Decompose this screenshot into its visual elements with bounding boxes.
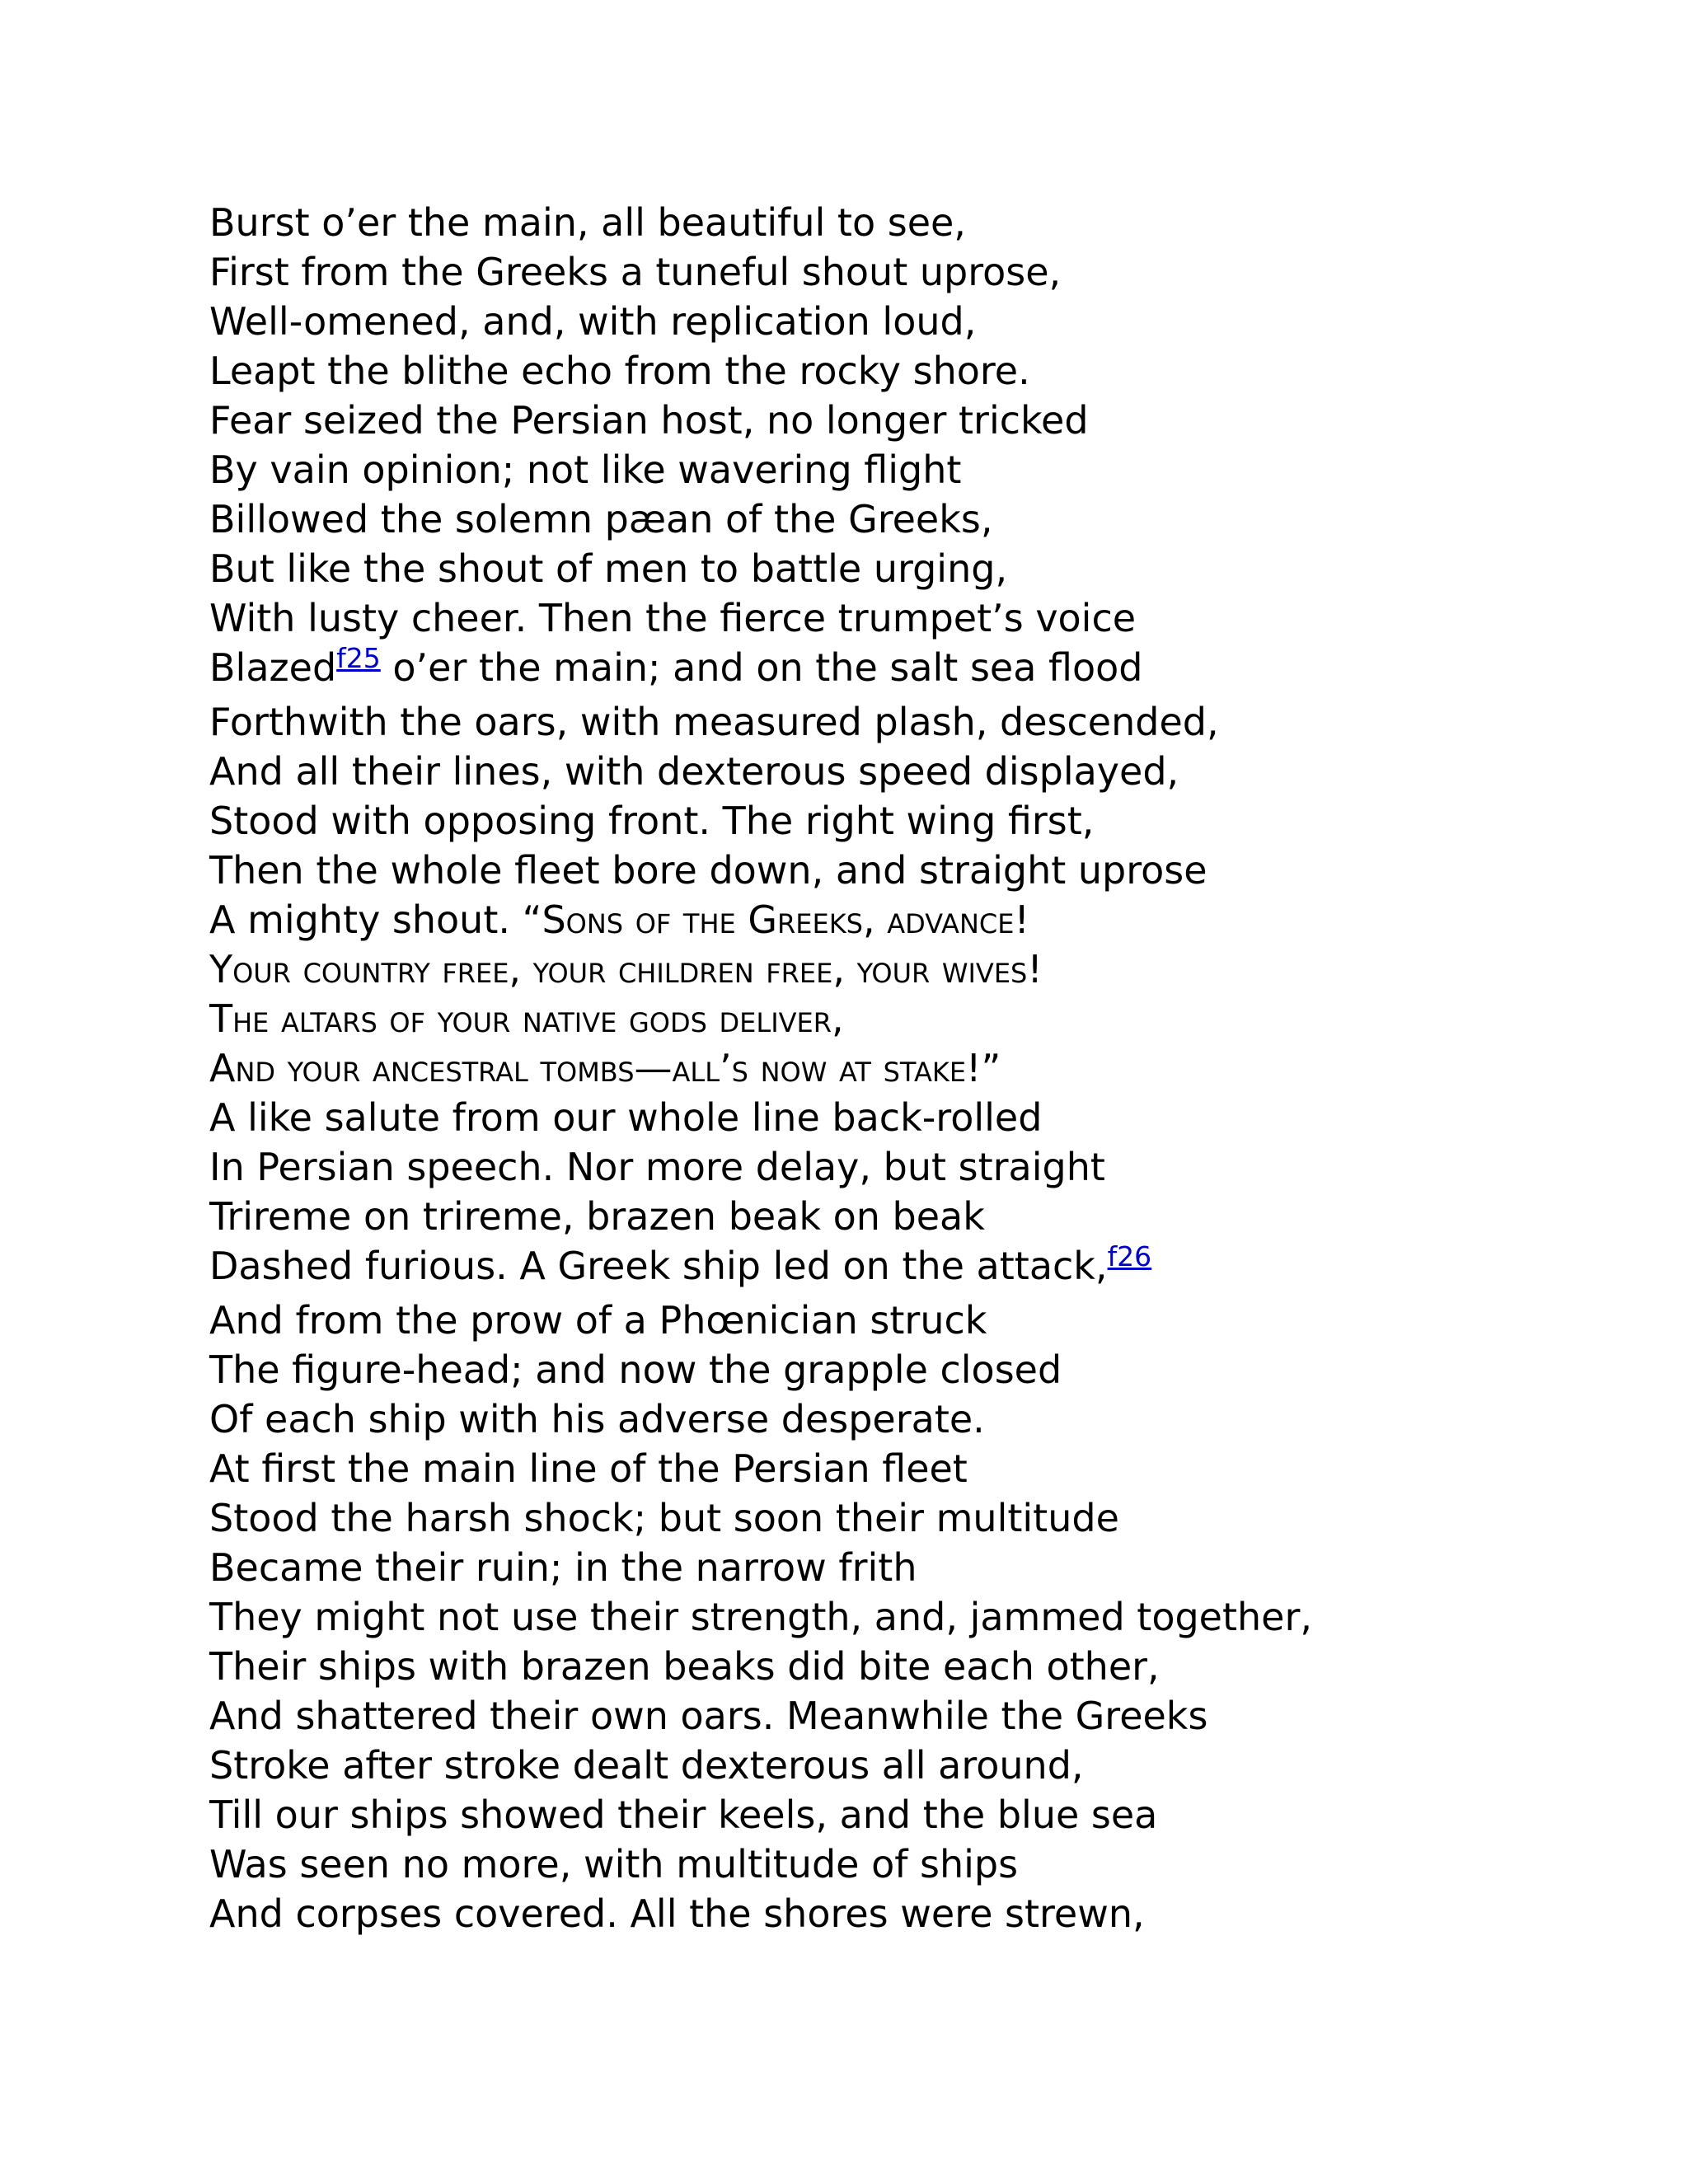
verse-text: A mighty shout. “	[209, 898, 542, 942]
verse-line: They might not use their strength, and, jammed together,	[209, 1595, 1312, 1639]
verse-text: Blazed	[209, 645, 337, 690]
verse-line: And from the prow of a Phœnician struck	[209, 1298, 987, 1343]
verse-line: Stood the harsh shock; but soon their multitude	[209, 1496, 1119, 1540]
verse-line	[209, 1241, 1545, 1296]
verse-line: A like salute from our whole line back-rolled	[209, 1095, 1043, 1140]
verse-line	[209, 895, 1545, 944]
verse-line: Leapt the blithe echo from the rocky shore.	[209, 349, 1030, 393]
verse-line: The figure-head; and now the grapple closed	[209, 1347, 1062, 1392]
verse-line: Forthwith the oars, with measured plash, descended,	[209, 700, 1219, 744]
verse-line: Their ships with brazen beaks did bite each other,	[209, 1644, 1160, 1689]
verse-line: Fear seized the Persian host, no longer tricked	[209, 398, 1089, 443]
poem-text	[209, 198, 1545, 1938]
verse-line: But like the shout of men to battle urging,	[209, 546, 1008, 591]
verse-line: Till our ships showed their keels, and the blue sea	[209, 1793, 1158, 1837]
verse-line: Burst o’er the main, all beautiful to see,	[209, 200, 966, 245]
verse-line: At first the main line of the Persian fleet	[209, 1446, 968, 1491]
verse-line: In Persian speech. Nor more delay, but straight	[209, 1145, 1105, 1189]
verse-line	[209, 643, 1545, 697]
verse-line: First from the Greeks a tuneful shout uprose,	[209, 250, 1062, 294]
verse-text: o’er the main; and on the salt sea flood	[380, 645, 1143, 690]
verse-line-small-caps: And your ancestral tombs—all’s now at stake!”	[209, 1046, 1001, 1090]
footnote-link-f25[interactable]: f25	[336, 642, 381, 674]
verse-line: With lusty cheer. Then the fierce trumpet’s voice	[209, 596, 1137, 640]
verse-line: Became their ruin; in the narrow frith	[209, 1545, 917, 1590]
verse-line: Of each ship with his adverse desperate.	[209, 1397, 985, 1441]
verse-line: By vain opinion; not like wavering flight	[209, 448, 962, 492]
verse-line-small-caps: Your country free, your children free, your wives!	[209, 947, 1043, 991]
footnote-link-f26[interactable]: f26	[1107, 1240, 1152, 1272]
verse-line-small-caps: The altars of your native gods deliver,	[209, 996, 844, 1041]
verse-text: Dashed furious. A Greek ship led on the attack,	[209, 1244, 1108, 1288]
verse-line: And all their lines, with dexterous speed displayed,	[209, 749, 1179, 794]
verse-line: Stroke after stroke dealt dexterous all around,	[209, 1743, 1084, 1788]
verse-line: Then the whole fleet bore down, and straight uprose	[209, 848, 1207, 893]
verse-line: And shattered their own oars. Meanwhile the Greeks	[209, 1694, 1208, 1738]
verse-line: And corpses covered. All the shores were strewn,	[209, 1891, 1145, 1936]
verse-line: Well-omened, and, with replication loud,	[209, 299, 977, 344]
verse-line: Trireme on trireme, brazen beak on beak	[209, 1194, 985, 1239]
verse-line: Stood with opposing front. The right wing first,	[209, 799, 1095, 843]
verse-line: Was seen no more, with multitude of ships	[209, 1842, 1019, 1886]
small-caps-text: Sons of the Greeks, advance!	[542, 898, 1029, 942]
verse-line: Billowed the solemn pæan of the Greeks,	[209, 497, 993, 541]
